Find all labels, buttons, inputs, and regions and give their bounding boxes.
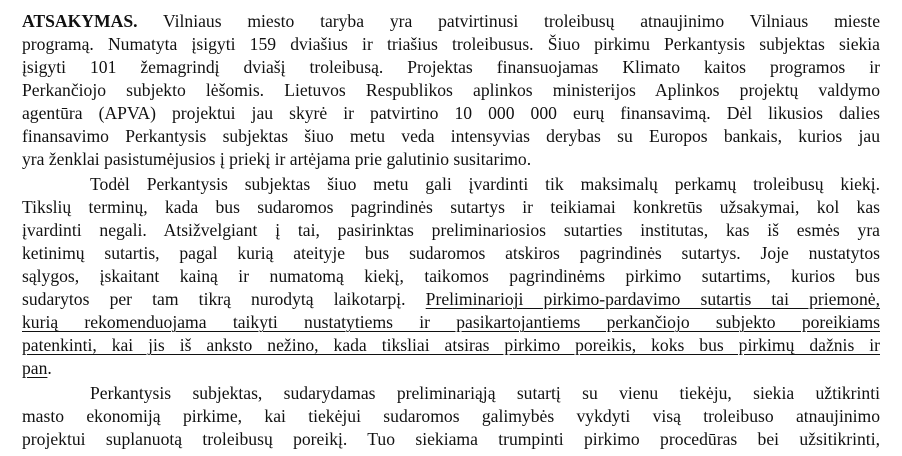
paragraph-2-period: . (47, 358, 52, 378)
paragraph-2-line-8: patenkinti, kai jis iš anksto nežino, kada tiksliai atsiras pirkimo poreikis, koks bus pirkimų dažnis ir (22, 335, 880, 355)
paragraph-2-line-3: įvardinti negali. Atsižvelgiant į tai, pasirinktas preliminariosios sutarties institutas, kas iš esmės yra (22, 220, 880, 240)
paragraph-1-line-6: finansavimo Perkantysis subjektas šiuo metu veda intensyvias derybas su Europos bankais, kurios jau (22, 126, 880, 146)
paragraph-1-line-3: įsigyti 101 žemagrindį dviašį troleibusą. Projektas finansuojamas Klimato kaitos programos ir (22, 57, 880, 77)
answer-heading: ATSAKYMAS. (22, 11, 138, 31)
underlined-definition: Preliminarioji pirkimo-pardavimo sutartis tai priemonė, (425, 289, 880, 309)
paragraph-2-line-7: kurią rekomenduojama taikyti nustatytiems ir pasikartojantiems perkančiojo subjekto poreikiams (22, 312, 880, 332)
paragraph-3-line-3: projektui suplanuotą troleibusų poreikį. Tuo siekiama trumpinti pirkimo procedūras bei užsitikrinti, (22, 429, 880, 449)
paragraph-2-text: sudarytos per tam tikrą nurodytą laikotarpį. (22, 289, 426, 309)
paragraph-2-line-9 (22, 356, 880, 380)
paragraph-3-line-2: masto ekonomiją pirkime, kai tiekėjui sudaromos galimybės vykdyti visą troleibuso atnaujinimo (22, 406, 880, 426)
paragraph-2-line-5: sąlygos, įskaitant kainą ir numatomą kiekį, taikomos pagrindinėms pirkimo sutartims, kurios bus (22, 266, 880, 286)
paragraph-1-text: Vilniaus miesto taryba yra patvirtinusi troleibusų atnaujinimo Vilniaus mieste (137, 11, 880, 31)
paragraph-1-line-5: agentūra (APVA) projektui jau skyrė ir patvirtino 10 000 000 eurų finansavimą. Dėl likusios dalies (22, 103, 880, 123)
underlined-definition-end: pan (22, 358, 48, 378)
paragraph-2-line-4: ketinimų sutartis, pagal kurią ateityje bus sudaromos atskiros pagrindinės sutartys. Joje nustatytos (22, 243, 880, 263)
paragraph-1-line-1 (22, 9, 880, 33)
paragraph-1-line-2: programą. Numatyta įsigyti 159 dviašius ir triašius troleibusus. Šiuo pirkimu Perkantysis subjektas siekia (22, 34, 880, 54)
paragraph-1-line-7: yra ženklai pasistumėjusios į priekį ir artėjama prie galutinio susitarimo. (22, 149, 532, 169)
paragraph-2-line-1: Todėl Perkantysis subjektas šiuo metu gali įvardinti tik maksimalų perkamų troleibusų kiekį. (90, 174, 880, 194)
paragraph-2-line-2: Tikslių terminų, kada bus sudaromos pagrindinės sutartys ir teikiamai konkretūs užsakymai, kol kas (22, 197, 880, 217)
paragraph-2-line-6 (22, 287, 880, 311)
paragraph-3-line-1: Perkantysis subjektas, sudarydamas preliminariąją sutartį su vienu tiekėju, siekia užtikrinti (90, 383, 880, 403)
paragraph-1-line-4: Perkančiojo subjekto lėšomis. Lietuvos Respublikos aplinkos ministerijos Aplinkos projektų valdymo (22, 80, 880, 100)
